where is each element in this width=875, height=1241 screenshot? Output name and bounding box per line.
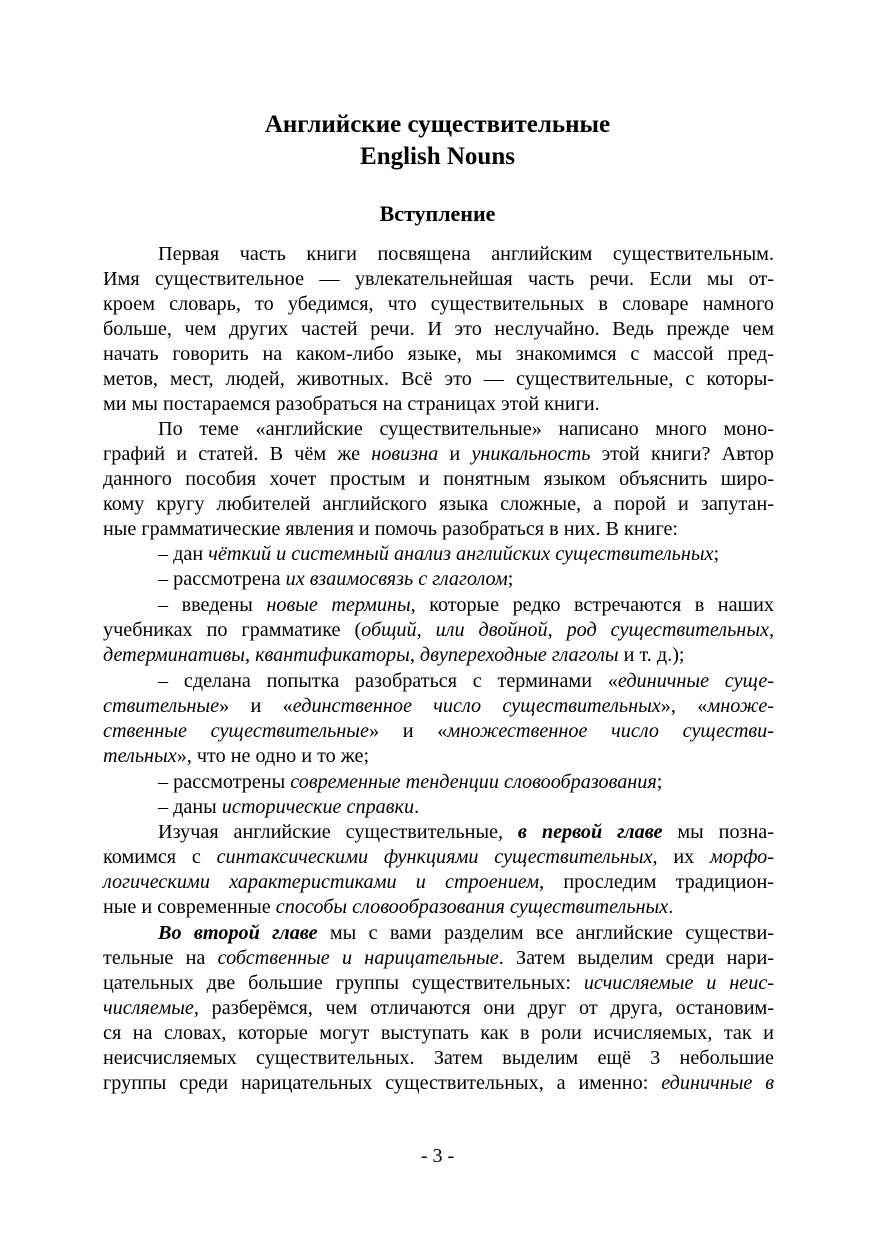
text-line [158, 567, 774, 592]
text-run: ; [507, 568, 514, 590]
text-run: начать говорить на каком-либо языке, мы знакомимся с массой пред- [103, 343, 774, 365]
text-line [103, 845, 774, 870]
text-line [103, 719, 774, 744]
text-run: учебниках по грамматике ( [103, 619, 362, 641]
text-run: ми мы постараемся разобраться на страницах этой книги. [103, 393, 600, 415]
text-run: ствительные [103, 695, 220, 717]
text-run: – даны [158, 796, 222, 818]
text-line [158, 770, 774, 795]
text-run: современные тенденции словообразования [290, 771, 657, 793]
text-run: , разберёмся, чем отличаются они друг от друга, остановим- [193, 997, 774, 1019]
text-run: – сделана попытка разобраться с терминами « [158, 670, 618, 692]
text-run: детерминативы [103, 644, 245, 666]
text-line [103, 367, 774, 392]
text-run: – рассмотрены [158, 771, 291, 793]
text-run: – рассмотрена [158, 568, 286, 590]
text-run: » и « [368, 720, 448, 742]
text-run: цательных две большие группы существительных: [103, 972, 584, 994]
text-line [103, 870, 774, 895]
text-run: множе- [707, 695, 774, 717]
text-run: , которые редко встречаются в наших [410, 594, 774, 616]
text-run: кому кругу любителей английского языка сложные, а порой и запутан- [103, 493, 774, 515]
text-line [103, 392, 774, 417]
text-run: морфо- [710, 846, 774, 868]
text-run: ные грамматические явления и помочь разобраться в них. В книге: [103, 518, 679, 540]
text-line [103, 1021, 774, 1046]
text-run: кроем словарь, то убедимся, что существительных в словаре намного [103, 293, 774, 315]
text-run: исчисляемые и неис- [583, 972, 775, 994]
text-run: логическими характеристиками и строением [103, 871, 540, 893]
text-run: единичные суще- [617, 670, 774, 692]
text-line [103, 618, 774, 643]
text-line [103, 694, 774, 719]
text-run: их взаимосвязь с глаголом [285, 568, 508, 590]
text-run: мы с вами разделим все английские существи- [317, 922, 774, 944]
text-run: числяемые [103, 997, 194, 1019]
text-run: двупереходные глаголы [419, 644, 619, 666]
text-run: ; [656, 771, 663, 793]
text-run: этой книги? Автор [590, 443, 774, 465]
text-run: . Затем выделим среди нари- [498, 947, 775, 969]
text-run: неисчисляемых существительных. Затем выделим ещё 3 небольшие [103, 1047, 774, 1069]
text-run: . [668, 896, 674, 918]
text-line [103, 442, 774, 467]
text-run: », « [660, 695, 708, 717]
text-run: единичные в [661, 1072, 774, 1094]
text-line [103, 517, 774, 542]
text-run: чёткий и системный анализ английских существительных [208, 543, 714, 565]
text-run: данного пособия хочет простым и понятным языком объяснить широ- [103, 468, 774, 490]
text-line [158, 593, 774, 618]
text-run: исторические справки [221, 796, 415, 818]
text-run: тельных [103, 745, 177, 767]
text-line [103, 492, 774, 517]
text-line [158, 242, 774, 267]
text-line [103, 895, 774, 920]
text-run: графий и статей. В чём же [103, 443, 372, 465]
text-run: ственные существительные [103, 720, 369, 742]
text-line [103, 996, 774, 1021]
text-line [103, 744, 774, 769]
text-run: Во второй главе [158, 922, 318, 944]
text-line [158, 542, 774, 567]
text-run: больше, чем других частей речи. И это неслучайно. Ведь прежде чем [103, 318, 774, 340]
text-run: », что не одно и то же; [176, 745, 370, 767]
text-run: мы позна- [662, 821, 774, 843]
text-line [103, 467, 774, 492]
text-run: ; [713, 543, 720, 565]
text-run: метов, мест, людей, животных. Всё это — существительные, с которы- [103, 368, 774, 390]
text-line [103, 971, 774, 996]
text-run: , их [652, 846, 711, 868]
text-run: , [409, 644, 420, 666]
text-run: Имя существительное — увлекательнейшая часть речи. Если мы от- [103, 268, 774, 290]
text-run: в первой главе [517, 821, 663, 843]
page-number: - 3 - [420, 1145, 455, 1167]
text-run: ные и современные [103, 896, 276, 918]
text-line [103, 267, 774, 292]
text-run: группы среди нарицательных существительных, а именно: [103, 1072, 662, 1094]
section-heading: Вступление [379, 201, 496, 226]
text-run: квантификаторы [255, 644, 410, 666]
text-line [158, 820, 774, 845]
text-run: новизна [371, 443, 439, 465]
text-run: . [414, 796, 420, 818]
text-run: , [244, 644, 256, 666]
text-run: уникальность [471, 443, 591, 465]
text-run: множественное число существи- [447, 720, 774, 742]
text-run: тельные на [103, 947, 218, 969]
text-run: – дан [158, 543, 209, 565]
text-run: – введены [158, 594, 267, 616]
text-line [103, 946, 774, 971]
text-run: и т. д.); [618, 644, 685, 666]
text-line [158, 417, 774, 442]
text-run: и [438, 443, 472, 465]
text-run: , проследим традицион- [539, 871, 774, 893]
document-title-english: English Nouns [360, 143, 515, 170]
text-run: ся на словах, которые могут выступать как в роли исчисляемых, так и [103, 1022, 774, 1044]
text-run: По теме «английские существительные» написано много моно- [158, 418, 774, 440]
text-run: комимся с [103, 846, 217, 868]
text-line [158, 669, 774, 694]
text-run: способы словообразования существительных [275, 896, 669, 918]
text-line [103, 643, 774, 668]
text-line [158, 921, 774, 946]
text-run: новые термины [266, 594, 411, 616]
text-line [103, 342, 774, 367]
text-run: единственное число существительных [292, 695, 661, 717]
text-run: » и « [219, 695, 293, 717]
text-run: собственные и нарицательные [217, 947, 499, 969]
text-run: Изучая английские существительные, [158, 821, 518, 843]
text-run: Первая часть книги посвящена английским существительным. [158, 243, 774, 265]
text-run: синтаксическими функциями существительных [216, 846, 653, 868]
text-line [103, 317, 774, 342]
text-line [158, 795, 774, 820]
text-line [103, 1071, 774, 1096]
text-run: общий, или двойной, род существительных, [361, 619, 774, 641]
text-line [103, 1046, 774, 1071]
document-title-russian: Английские существительные [264, 111, 611, 138]
text-line [103, 292, 774, 317]
